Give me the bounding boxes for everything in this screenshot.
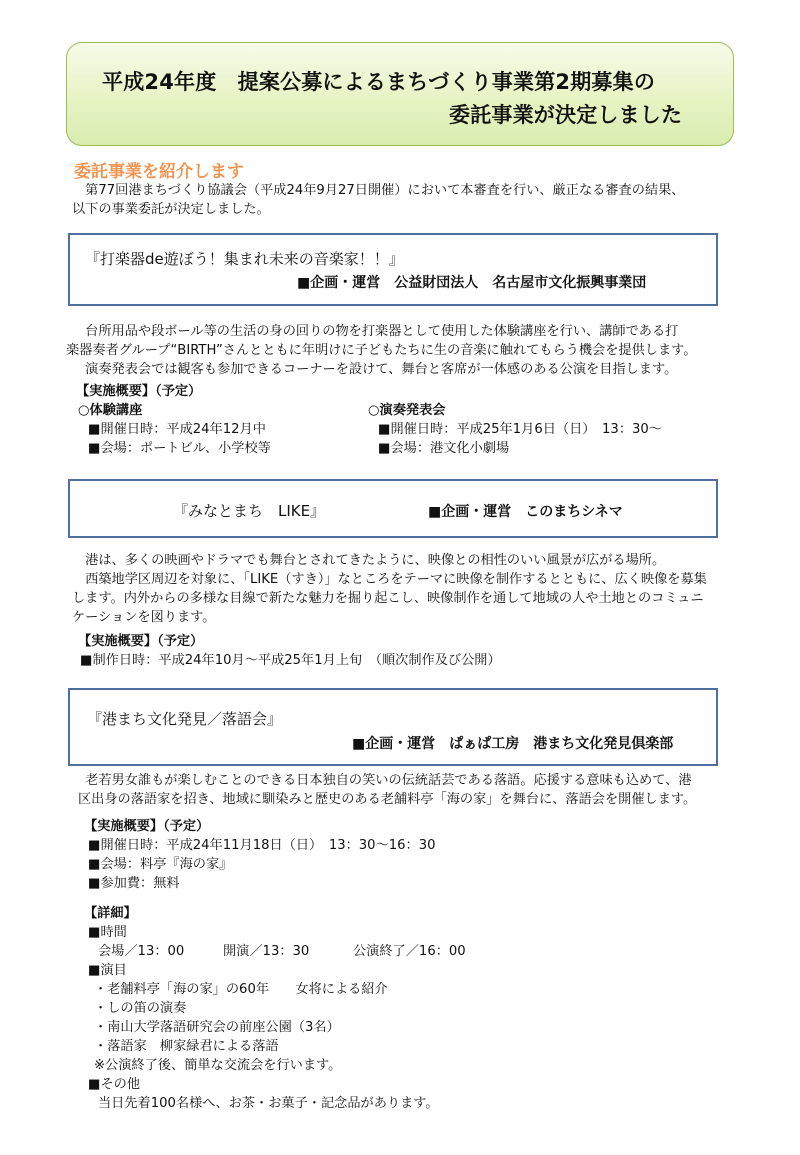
project-description-line: 西築地学区周辺を対象に、「LIKE（すき）」なところをテーマに映像を制作するとともに、広く映像を募集	[72, 572, 707, 587]
overview-subheading-concert: ○演奏発表会	[368, 403, 446, 418]
project-description-line: します。内外からの多様な目線で新たな魅力を掘り起こし、映像制作を通して地域の人や土地とのコミュニ	[72, 591, 704, 606]
details-time-heading: ■時間	[88, 925, 127, 940]
overview-item: ■開催日時：平成24年11月18日（日） 13：30～16：30	[88, 838, 436, 853]
project-description-line: 台所用品や段ボール等の生活の身の回りの物を打楽器として使用した体験講座を行い、講師である打	[72, 324, 679, 339]
overview-heading: 【実施概要】（予定）	[84, 819, 210, 834]
overview-item: ■制作日時：平成24年10月～平成25年1月上旬 （順次制作及び公開）	[80, 653, 501, 668]
intro-line1: 第77回港まちづくり協議会（平成24年9月27日開催）において本審査を行い、厳正なる審査の結果、	[72, 183, 685, 198]
project-description-line: 港は、多くの映画やドラマでも舞台とされてきたように、映像との相性のいい風景が広がる場所。	[72, 553, 666, 568]
project-title: 『みなとまち LIKE』	[173, 502, 326, 520]
page-title-line2: 委託事業が決定しました	[449, 103, 683, 127]
project-organizer: ■企画・運営 このまちシネマ	[428, 504, 623, 520]
overview-subheading-workshop: ○体験講座	[78, 403, 143, 418]
overview-item: ■開催日時：平成25年1月6日（日） 13：30～	[378, 422, 662, 437]
details-heading: 【詳細】	[84, 906, 137, 921]
details-program-item: ・しの笛の演奏	[94, 1001, 187, 1016]
overview-item: ■参加費：無料	[88, 876, 180, 891]
page-title-line1: 平成24年度 提案公募によるまちづくり事業第2期募集の	[102, 70, 656, 94]
details-program-item: ・老舗料亭「海の家」の60年 女将による紹介	[94, 982, 388, 997]
section-heading: 委託事業を紹介します	[74, 162, 244, 182]
details-time-end: 公演終了／16：00	[353, 944, 466, 959]
overview-item: ■開催日時：平成24年12月中	[88, 422, 266, 437]
project-description-line: 区出身の落語家を招き、地域に馴染みと歴史のある老舗料亭「海の家」を舞台に、落語会を開催します。	[78, 792, 697, 807]
overview-heading: 【実施概要】（予定）	[78, 634, 204, 649]
details-program-item: ・落語家 柳家緑君による落語	[94, 1039, 279, 1054]
details-time-open: 会場／13：00	[98, 944, 185, 959]
project-description-line: 演奏発表会では観客も参加できるコーナーを設けて、舞台と客席が一体感のある公演を目指します。	[72, 362, 678, 377]
project-title: 『打楽器de遊ぼう！集まれ未来の音楽家！！』	[85, 250, 404, 268]
project-box-percussion	[68, 233, 718, 306]
project-organizer: ■企画・運営 公益財団法人 名古屋市文化振興事業団	[297, 275, 647, 291]
details-other-text: 当日先着100名様へ、お茶・お菓子・記念品があります。	[98, 1096, 439, 1111]
overview-item: ■会場：港文化小劇場	[378, 441, 510, 456]
project-description-line: ケーションを図ります。	[72, 610, 216, 625]
details-time-start: 開演／13：30	[223, 944, 310, 959]
details-program-heading: ■演目	[88, 963, 127, 978]
details-other-heading: ■その他	[88, 1077, 141, 1092]
details-program-item: ・南山大学落語研究会の前座公園（3名）	[94, 1020, 340, 1035]
overview-item: ■会場：料亭『海の家』	[88, 857, 233, 872]
details-program-note: ※公演終了後、簡単な交流会を行います。	[94, 1058, 342, 1073]
project-title: 『港まち文化発見／落語会』	[87, 710, 283, 728]
overview-item: ■会場：ポートビル、小学校等	[88, 441, 271, 456]
intro-line2: 以下の事業委託が決定しました。	[72, 202, 270, 217]
project-description-line: 楽器奏者グループ“BIRTH”さんとともに年明けに子どもたちに生の音楽に触れてもらう機会を提供します。	[66, 343, 697, 358]
project-organizer: ■企画・運営 ぱぁぱ工房 港まち文化発見倶楽部	[352, 736, 674, 752]
overview-heading: 【実施概要】（予定）	[76, 384, 202, 399]
project-description-line: 老若男女誰もが楽しむことのできる日本独自の笑いの伝統話芸である落語。応援する意味も込めて、港	[72, 773, 692, 788]
